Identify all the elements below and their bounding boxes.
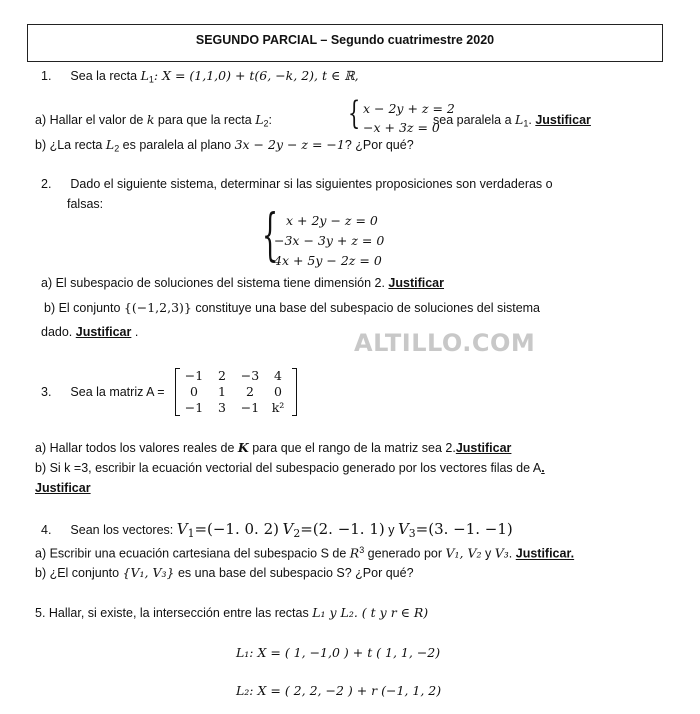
q1-a-dot: . [528,113,532,127]
q3-b [35,461,545,475]
q1-b-line-sub: 2 [114,143,120,154]
q1-a-line-sub: 2 [263,118,269,129]
matrix-cell: −1 [184,368,204,383]
matrix-cell: 0 [274,384,282,399]
q1-a-colon: : [268,113,273,127]
q4-a [35,545,574,561]
q3-a-prefix: a) Hallar todos los valores reales de [35,441,238,455]
q2-line2: falsas: [67,197,104,211]
q2-b-start: b) El conjunto [44,301,124,315]
q3-a-suffix: para que el rango de la matriz sea 2. [248,441,456,455]
q2-number: 2. [41,177,52,191]
q1-line-name: L [140,68,149,83]
matrix-cell: 2 [218,368,226,383]
title-box [27,24,663,62]
q5-line-l2: L₂: X = ( 2, 2, −2 ) + r (−1, 1, 2) [236,683,442,698]
q1-b-plane: 3x − 2y − z = −1 [234,137,345,152]
q1-b [35,137,414,154]
matrix-cell: k² [271,400,285,415]
q1-number: 1. [41,69,52,83]
matrix-cell: 3 [218,400,226,415]
matrix-left-bracket [175,368,180,416]
q2-line1: Dado el siguiente sistema, determinar si las siguientes proposiciones son verdaderas o [70,177,553,191]
q4-a-dot: . [508,546,516,561]
q1-a-suffix-sub: 1 [523,118,529,129]
q4-v2: $V_2=(2$. −1. 1) [282,520,385,541]
q4-b-set: {V₁, V₃} [122,565,175,580]
q1-a-justify: Justificar [535,113,591,127]
q3-a-k: K [237,440,249,455]
q1-lead: Sea la recta [70,69,141,83]
q3-matrix [175,368,297,416]
q1-system-brace: { [348,94,361,132]
q4-a-R: R [349,545,360,561]
matrix-cell: 4 [274,368,282,383]
matrix-right-bracket [292,368,297,416]
q1-b-mid: es paralela al plano [119,138,235,152]
q2-b-tail: . [131,325,139,339]
q5-tail: . ( t y r ∈ R) [353,605,429,620]
q4-a-R-sup: 3 [359,545,365,555]
matrix-cell: −1 [240,400,260,415]
q2-a-justify: Justificar [388,276,445,290]
exam-title: SEGUNDO PARCIAL – Segundo cuatrimestre 2020 [195,33,495,47]
q4-a-v3: V₃ [494,545,509,561]
q3-b-justify: Justificar [35,481,91,495]
q1-a-k: k [146,112,155,127]
q4-statement [41,520,513,540]
matrix-cell: 1 [218,384,226,399]
q4-v3: $V_3=(3$. −1. −1) [397,520,513,541]
q4-b-prefix: b) ¿El conjunto [35,566,123,580]
q3-a-justify: Justificar [455,441,512,455]
q4-v1: $V_1=(-1$. 0. 2) [176,520,279,541]
q2-eq3: 4x + 5y − 2z = 0 [274,253,382,268]
q4-a-mid: generado por [364,546,446,561]
q1-system-eq2: −x + 3z = 0 [363,120,440,135]
q2-eq1: x + 2y − z = 0 [286,213,378,228]
matrix-cell: −3 [240,368,260,383]
q2-a-text: a) El subespacio de soluciones del sistema tiene dimensión 2. [41,276,389,290]
matrix-cell: 2 [246,384,254,399]
q3-b-dot: . [541,461,545,475]
q2-statement [41,177,553,191]
q1-a-line: L [255,112,264,127]
q3-lead: Sea la matriz A = [70,385,165,399]
matrix-cell: −1 [184,400,204,415]
q2-b-line2: dado. [41,325,76,339]
q2-b-justify: Justificar [75,325,132,339]
q2-b [44,300,540,315]
q4-a-justify: Justificar. [515,546,575,561]
q3-number: 3. [41,385,52,399]
q1-b-line: L [105,137,115,152]
q1-b-suffix: ? ¿Por qué? [344,138,414,152]
q1-equation: : X = (1,1,0) + t(6, −k, 2), t ∈ ℝ, [153,68,359,83]
watermark: ALTILLO.COM [354,329,536,357]
q1-line-sub: 1 [148,74,154,85]
q2-b-set: {(−1,2,3)} [123,300,192,315]
q5-text: 5. Hallar, si existe, la intersección entre las rectas [35,606,313,620]
q1-system-eq1: x − 2y + z = 2 [363,101,455,116]
q5-line-l1: L₁: X = ( 1, −1,0 ) + t ( 1, 1, −2) [236,645,441,660]
q2-a [41,276,444,290]
q4-a-prefix: a) Escribir una ecuación cartesiana del subespacio S de [35,546,350,561]
q3-b-text: b) Si k =3, escribir la ecuación vectorial del subespacio generado por los vectores filas de A [35,461,542,475]
q4-lead: Sean los vectores: [70,523,177,537]
q2-eq2: −3x − 3y + z = 0 [274,233,385,248]
q3-statement [41,385,165,399]
q1-a-right [433,112,591,129]
q2-system-brace: { [262,203,279,268]
q4-number: 4. [41,523,52,537]
q1-a-suffix-line: L [515,112,524,127]
q1-a-prefix: a) Hallar el valor de [35,113,147,127]
q5-lines: L₁ y L₂ [312,605,354,620]
q4-conj: y [384,523,398,537]
q3-a [35,440,511,455]
q1-b-prefix: b) ¿La recta [35,138,106,152]
q1-a-left [35,112,272,129]
q4-a-y: y [481,546,495,561]
q1-a-mid: para que la recta [154,113,256,127]
q4-a-vectors: V₁, V₂ [445,545,482,561]
matrix-cell: 0 [190,384,198,399]
q5-statement [35,605,428,620]
q2-b-cont [41,325,138,339]
q4-b [35,565,414,580]
q4-b-suffix: es una base del subespacio S? ¿Por qué? [174,566,414,580]
q2-b-end: constituye una base del subespacio de soluciones del sistema [191,301,541,315]
q1-a-suffix: sea paralela a [433,113,516,127]
q1-statement [41,68,359,85]
